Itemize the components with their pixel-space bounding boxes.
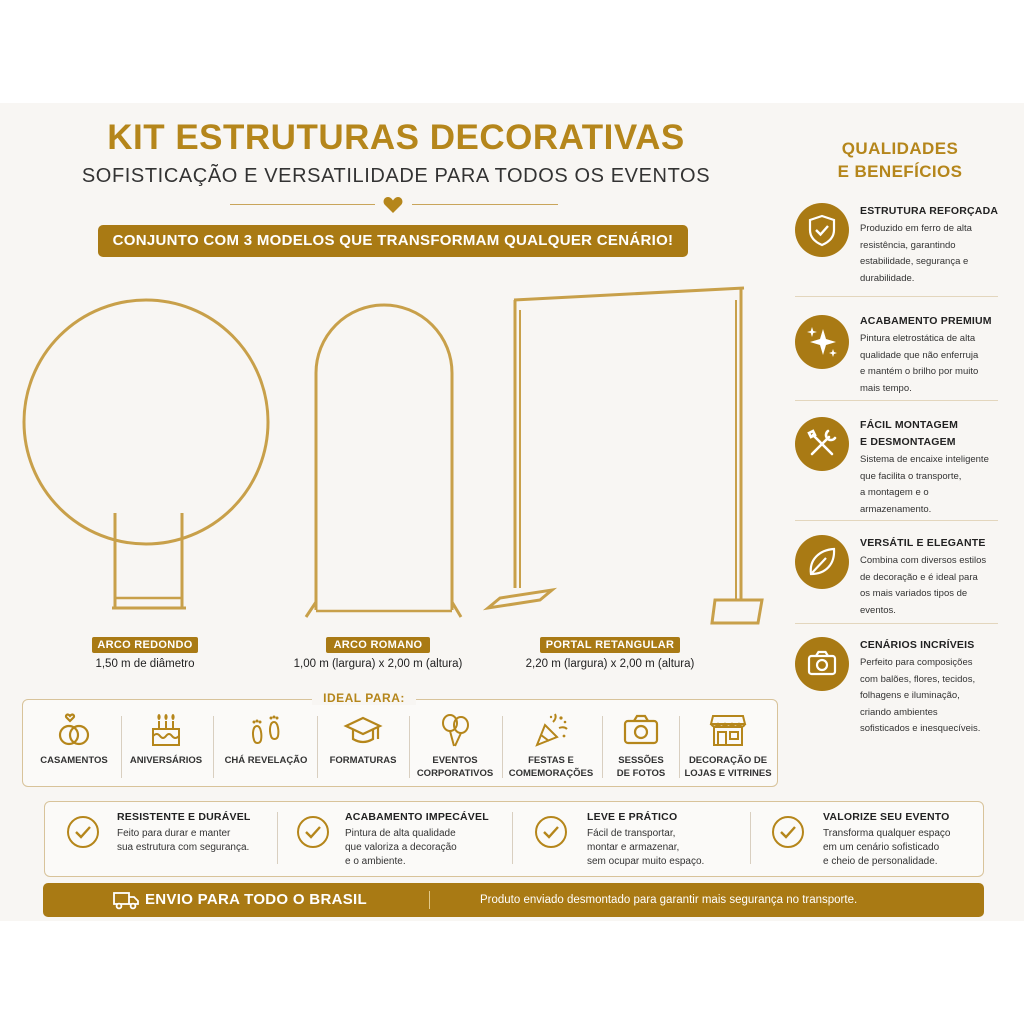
model-dimensions-roman: 1,00 m (largura) x 2,00 m (altura) <box>293 658 463 670</box>
check-circle-icon <box>771 815 805 849</box>
ideal-item-label: ANIVERSÁRIOS <box>129 755 203 766</box>
quality-item-versatil: VERSÁTIL E ELEGANTE Combina com diversos estilos de decoração e é ideal para os mais variados tipos de eventos. <box>795 535 1000 619</box>
party-popper-icon <box>531 712 571 748</box>
check-circle-icon <box>66 815 100 849</box>
ideal-item-festas <box>503 712 599 782</box>
ideal-item-decoracao-lojas <box>680 712 776 782</box>
sparkles-icon <box>795 315 849 369</box>
qualities-title: QUALIDADES E BENEFÍCIOS <box>837 139 963 181</box>
feature-acabamento: ACABAMENTO IMPECÁVEL Pintura de alta qualidade que valoriza a decoração e o ambiente. <box>345 811 489 867</box>
divider-left <box>230 204 375 205</box>
feature-valorize: VALORIZE SEU EVENTO Transforma qualquer espaço em um cenário sofisticado e cheio de personalidade. <box>823 811 951 867</box>
tools-icon <box>795 417 849 471</box>
ideal-item-label: EVENTOS CORPORATIVOS <box>416 755 494 779</box>
camera-icon <box>621 712 661 748</box>
quality-separator <box>795 400 998 401</box>
quality-item-montagem: FÁCIL MONTAGEM E DESMONTAGEM Sistema de encaixe inteligente que facilita o transporte, a montagem e o armazenamento. <box>795 417 1000 513</box>
graduation-cap-icon <box>343 712 383 748</box>
roman-arch-frame <box>306 305 461 617</box>
shipping-note: Produto enviado desmontado para garantir mais segurança no transporte. <box>480 894 858 906</box>
quality-item-cenarios: CENÁRIOS INCRÍVEIS Perfeito para composições com balões, flores, tecidos, folhagens e iluminação, criando ambientes sofisticados e inesquecíveis. <box>795 637 1000 737</box>
ideal-item-eventos-corporativos <box>410 712 500 782</box>
ideal-item-formaturas <box>318 712 408 782</box>
quality-item-estrutura: ESTRUTURA REFORÇADA Produzido em ferro de alta resistência, garantindo estabilidade, segurança e durabilidade. <box>795 203 1000 289</box>
rings-icon <box>54 712 94 748</box>
ideal-item-label: CASAMENTOS <box>40 755 108 766</box>
ideal-separator <box>213 716 214 778</box>
camera-icon <box>795 637 849 691</box>
heart-icon <box>383 196 403 214</box>
model-dimensions-round: 1,50 m de diâmetro <box>95 658 195 670</box>
truck-icon <box>113 890 139 910</box>
ideal-item-label: DECORAÇÃO DE LOJAS E VITRINES <box>684 755 772 779</box>
page-subtitle: SOFISTICAÇÃO E VERSATILIDADE PARA TODOS OS EVENTOS <box>81 165 711 187</box>
frames-illustration <box>0 280 780 630</box>
check-circle-icon <box>534 815 568 849</box>
shipping-footer <box>43 883 984 917</box>
storefront-icon <box>708 712 748 748</box>
cake-icon <box>146 712 186 748</box>
page-title: KIT ESTRUTURAS DECORATIVAS <box>107 118 685 157</box>
quality-separator <box>795 520 998 521</box>
ideal-item-casamentos <box>30 712 118 782</box>
model-tag-round: ARCO REDONDO <box>92 637 198 653</box>
feature-separator <box>277 812 278 864</box>
quality-separator <box>795 623 998 624</box>
ideal-item-label: SESSÕES DE FOTOS <box>616 755 666 779</box>
shield-check-icon <box>795 203 849 257</box>
ideal-for-label: IDEAL PARA: <box>312 691 416 705</box>
ideal-item-aniversarios <box>122 712 210 782</box>
feature-resistente: RESISTENTE E DURÁVEL Feito para durar e manter sua estrutura com segurança. <box>117 811 251 853</box>
ideal-item-sessoes <box>602 712 680 782</box>
divider-right <box>412 204 558 205</box>
feature-leve: LEVE E PRÁTICO Fácil de transportar, montar e armazenar, sem ocupar muito espaço. <box>587 811 705 867</box>
ideal-item-label: FESTAS E COMEMORAÇÕES <box>508 755 594 779</box>
shipping-label: ENVIO PARA TODO O BRASIL <box>145 891 367 908</box>
ideal-item-cha-revelacao <box>216 712 316 782</box>
quality-item-acabamento: ACABAMENTO PREMIUM Pintura eletrostática de alta qualidade que não enferruja e mantém o brilho por muito mais tempo. <box>795 313 1000 399</box>
balloons-icon <box>435 712 475 748</box>
quality-separator <box>795 296 998 297</box>
ideal-item-label: FORMATURAS <box>329 755 397 766</box>
rectangular-portal-frame <box>488 288 762 623</box>
feature-separator <box>512 812 513 864</box>
model-tag-roman: ARCO ROMANO <box>326 637 430 653</box>
leaf-icon <box>795 535 849 589</box>
round-arch-frame <box>24 300 268 608</box>
kit-banner: CONJUNTO COM 3 MODELOS QUE TRANSFORMAM QUALQUER CENÁRIO! <box>98 225 688 257</box>
model-tag-portal: PORTAL RETANGULAR <box>540 637 680 653</box>
check-circle-icon <box>296 815 330 849</box>
ideal-item-label: CHÁ REVELAÇÃO <box>224 755 308 766</box>
baby-feet-icon <box>246 712 286 748</box>
feature-separator <box>750 812 751 864</box>
model-dimensions-portal: 2,20 m (largura) x 2,00 m (altura) <box>525 658 695 670</box>
footer-separator <box>429 891 430 909</box>
